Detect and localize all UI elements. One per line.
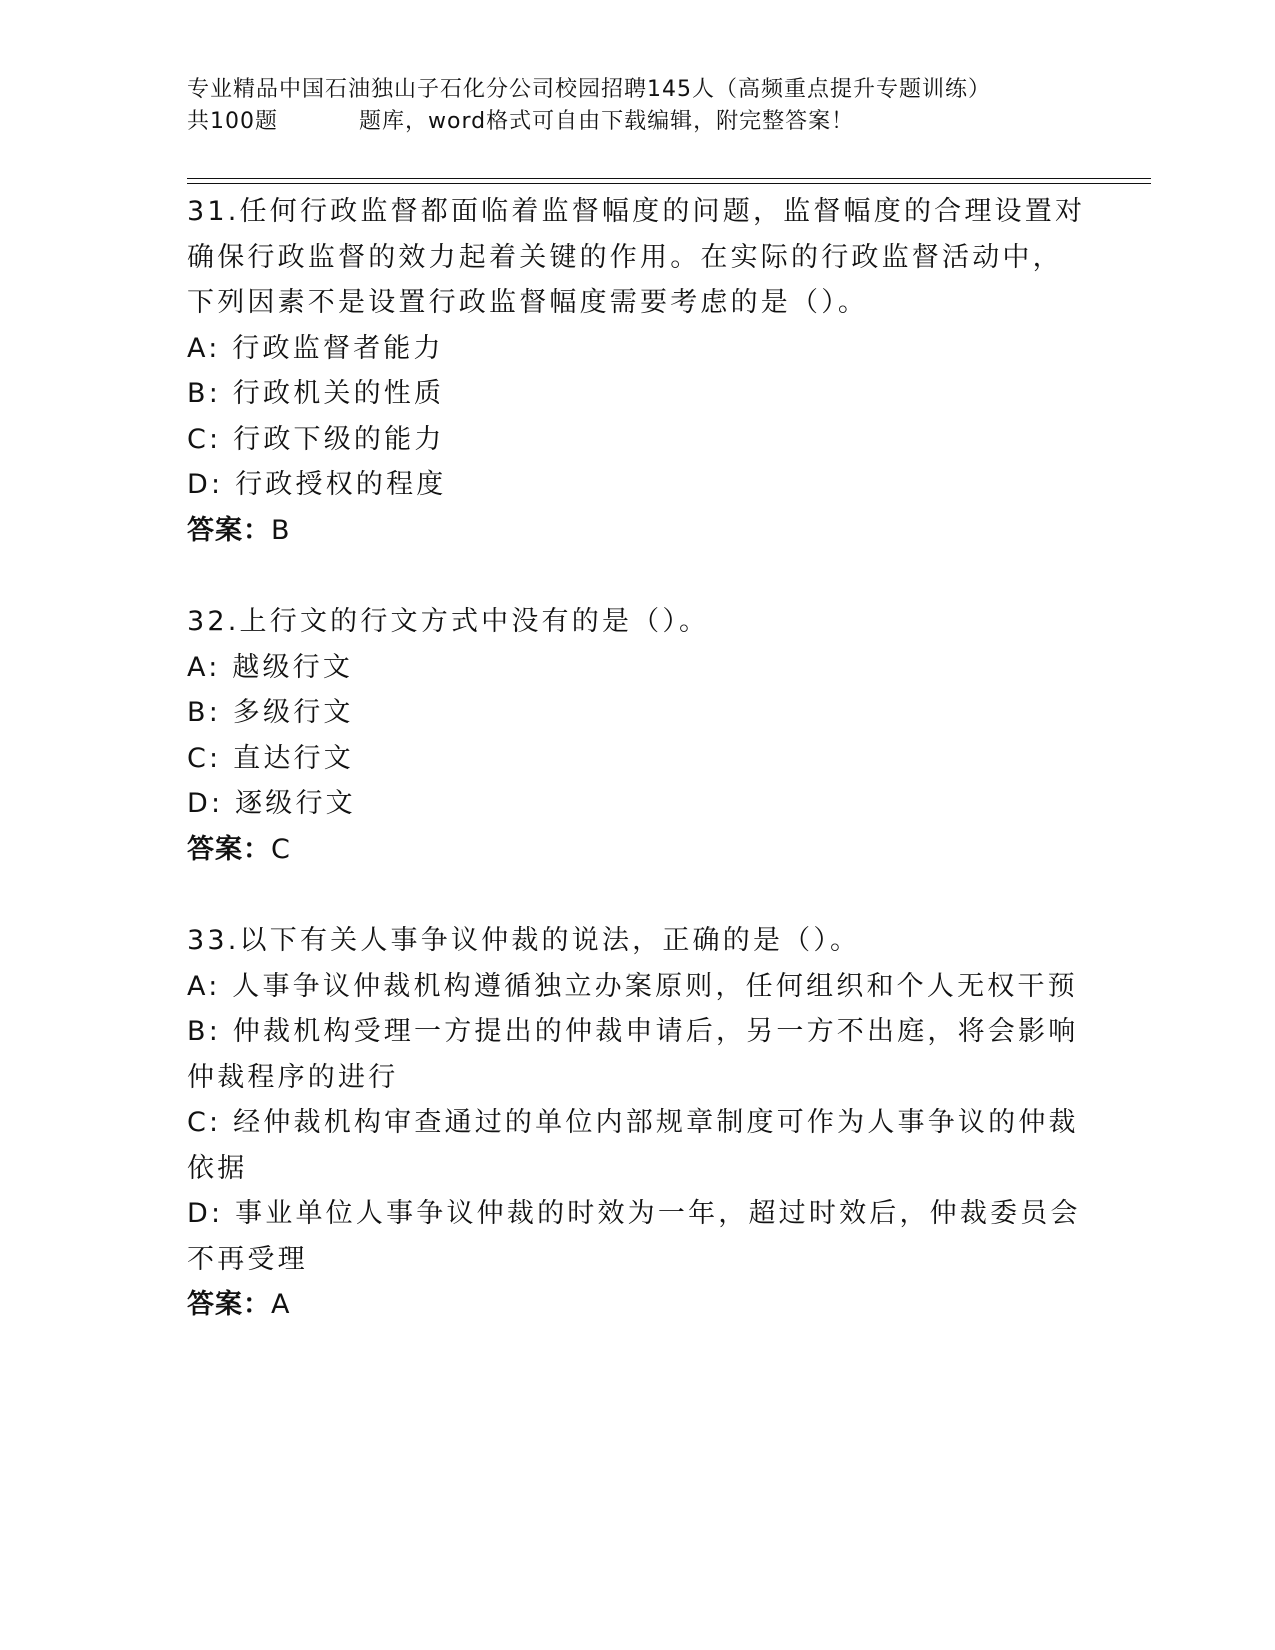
option-c: C: 行政下级的能力: [187, 423, 445, 455]
option-d: D: 事业单位人事争议仲裁的时效为一年，超过时效后，仲裁委员会不再受理: [187, 1198, 1081, 1275]
question-stem: 32.上行文的行文方式中没有的是（）。: [187, 606, 710, 637]
option-d: D: 逐级行文: [187, 788, 356, 819]
header-line-2: [187, 106, 1147, 138]
option-a: A: 越级行文: [187, 651, 354, 683]
answer-line: [187, 827, 1087, 873]
option-b: B: 行政机关的性质: [187, 378, 445, 409]
option-a: A: 行政监督者能力: [187, 332, 444, 364]
question-stem: 31.任何行政监督都面临着监督幅度的问题，监督幅度的合理设置对确保行政监督的效力起着关键的作用。在实际的行政监督活动中，下列因素不是设置行政监督幅度需要考虑的是（）。: [187, 196, 1086, 318]
answer-value: B: [271, 514, 291, 546]
question-item: [187, 918, 1087, 1328]
option-b: B: 多级行文: [187, 697, 354, 728]
question-stem: 33.以下有关人事争议仲裁的说法，正确的是（）。: [187, 925, 861, 956]
header-divider-bottom: [187, 183, 1151, 184]
answer-line: [187, 508, 1087, 554]
header-divider-top: [187, 178, 1151, 179]
option-c: C: 直达行文: [187, 742, 354, 774]
answer-value: C: [271, 833, 291, 865]
header-subtitle: 题库，word格式可自由下载编辑，附完整答案！: [359, 109, 855, 134]
answer-label: 答案：: [187, 1289, 271, 1320]
question-list: [187, 189, 1087, 1374]
question-item: [187, 189, 1087, 553]
header-title: 专业精品中国石油独山子石化分公司校园招聘145人（高频重点提升专题训练）: [187, 77, 991, 102]
option-a: A: 人事争议仲裁机构遵循独立办案原则，任何组织和个人无权干预: [187, 970, 1078, 1002]
answer-label: 答案：: [187, 514, 271, 546]
answer-label: 答案：: [187, 833, 271, 865]
option-d: D: 行政授权的程度: [187, 469, 447, 500]
answer-line: [187, 1282, 1087, 1328]
question-count: 共100题: [187, 109, 278, 134]
option-b: B: 仲裁机构受理一方提出的仲裁申请后，另一方不出庭，将会影响仲裁程序的进行: [187, 1016, 1079, 1093]
answer-value: A: [271, 1289, 291, 1320]
document-header: [187, 74, 1147, 138]
question-item: [187, 599, 1087, 872]
option-c: C: 经仲裁机构审查通过的单位内部规章制度可作为人事争议的仲裁依据: [187, 1107, 1079, 1184]
